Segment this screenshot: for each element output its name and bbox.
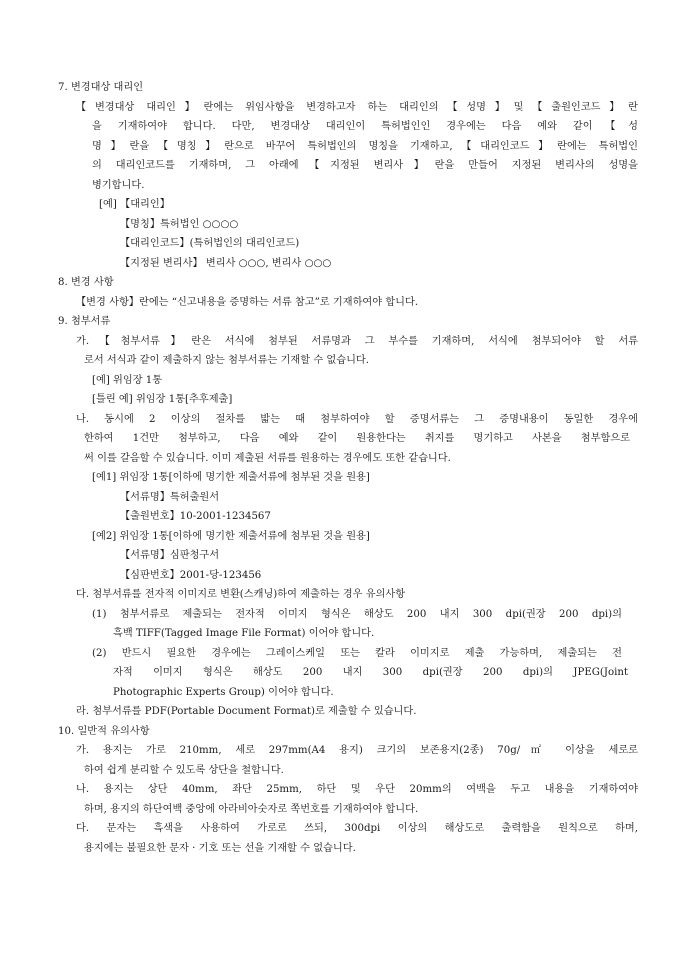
text-line: (1) 첨부서류로 제출되는 전자적 이미지 형식은 해상도 200 내지 300 dpi(권장 200 dpi)의 — [92, 608, 622, 620]
text-line: [예1] 위임장 1통[이하에 명기한 제출서류에 첨부된 것을 원용] — [92, 472, 370, 483]
text-line: 【서류명】특허출원서 — [120, 491, 220, 503]
text-line: 용지에는 불필요한 문자 · 기호 또는 선을 기재할 수 없습니다. — [84, 842, 356, 854]
text-line: 【심판번호】2001-당-123456 — [120, 569, 262, 581]
text-line: 9. 첨부서류 — [58, 316, 111, 327]
text-line: 【명칭】특허법인 ○○○○ — [120, 218, 239, 230]
text-line: [틀린 예] 위임장 1통[추후제출] — [92, 394, 233, 405]
text-line: 하며, 용지의 하단여백 중앙에 아라비아숫자로 쪽번호를 기재하여야 합니다. — [84, 803, 419, 815]
text-line: 다. 문자는 흑색을 사용하여 가로로 쓰되, 300dpi 이상의 해상도로 출력함을 원칙으로 하며, — [76, 823, 638, 834]
text-line: 의 대리인코드를 기재하며, 그 아래에【지정된 변리사】란을 만들어 지정된 변리사의 성명을 — [92, 160, 638, 171]
document-body — [0, 78, 680, 858]
text-line: 【변경 사항】란에는 “신고내용을 증명하는 서류 참고”로 기재하여야 합니다. — [76, 296, 419, 308]
text-line: 다. 첨부서류를 전자적 이미지로 변환(스캐닝)하여 제출하는 경우 유의사항 — [76, 589, 406, 600]
text-line: 한하여 1건만 첨부하고, 다음 예와 같이 원용한다는 취지를 명기하고 사본을 첨부함으로 — [84, 433, 630, 444]
text-line: 【대리인코드】(특허법인의 대리인코드) — [120, 238, 300, 249]
text-line: 라. 첨부서류를 PDF(Portable Document Format)로 제출할 수 있습니다. — [76, 706, 417, 717]
text-line: 【서류명】심판청구서 — [120, 550, 220, 561]
text-line: 가.【첨부서류】란은 서식에 첨부된 서류명과 그 부수를 기재하며, 서식에 첨부되어야 할 서류 — [76, 335, 638, 347]
text-line: 을 기재하여야 합니다. 다만, 변경대상 대리인이 특허법인인 경우에는 다음 예와 같이【성 — [92, 121, 638, 132]
text-line: 로서 서식과 같이 제출하지 않는 첨부서류는 기재할 수 없습니다. — [84, 355, 370, 366]
text-line: 10. 일반적 유의사항 — [58, 725, 150, 737]
text-line: 나. 용지는 상단 40mm, 좌단 25mm, 하단 및 우단 20mm의 여백을 두고 내용을 기재하여야 — [76, 784, 638, 795]
text-line: 7. 변경대상 대리인 — [58, 82, 144, 93]
text-line: 8. 변경 사항 — [58, 277, 114, 288]
text-line: 써 이를 갈음할 수 있습니다. 이미 제출된 서류를 원용하는 경우에도 또한 같습니다. — [84, 452, 451, 464]
text-line: 나. 동시에 2 이상의 절차를 밟는 때 첨부하여야 할 증명서류는 그 증명내용이 동일한 경우에 — [76, 413, 638, 425]
text-line: Photographic Experts Group) 이어야 합니다. — [113, 686, 334, 698]
text-line: 흑백 TIFF(Tagged Image File Format) 이어야 합니다. — [113, 628, 375, 639]
text-line: [예] 위임장 1통 — [92, 374, 163, 386]
text-line: [예2] 위임장 1통[이하에 명기한 제출서류에 첨부된 것을 원용] — [92, 530, 370, 542]
text-line: 하여 쉽게 분리할 수 있도록 상단을 철합니다. — [84, 764, 284, 776]
text-line: 병기합니다. — [92, 179, 145, 191]
text-line: 가. 용지는 가로 210mm, 세로 297mm(A4 용지) 크기의 보존용지(2종) 70g/㎡ 이상을 세로로 — [76, 745, 638, 756]
text-line: (2) 반드시 필요한 경우에는 그레이스케일 또는 칼라 이미지로 제출 가능하며, 제출되는 전 — [92, 647, 622, 659]
text-line: 【출원번호】10-2001-1234567 — [120, 511, 271, 522]
text-line: [예] 【대리인】 — [99, 199, 170, 210]
text-line: 자적 이미지 형식은 해상도 200 내지 300 dpi(권장 200 dpi)의 JPEG(Joint — [113, 667, 628, 678]
text-line: 【지정된 변리사】 변리사 ○○○, 변리사 ○○○ — [120, 257, 332, 269]
text-line: 【변경대상 대리인】란에는 위임사항을 변경하고자 하는 대리인의【성명】및【출원인코드】란 — [76, 101, 638, 113]
text-line: 명】란을【명칭】란으로 바꾸어 특허법인의 명칭을 기재하고,【대리인코드】란에는 특허법인 — [92, 140, 638, 152]
